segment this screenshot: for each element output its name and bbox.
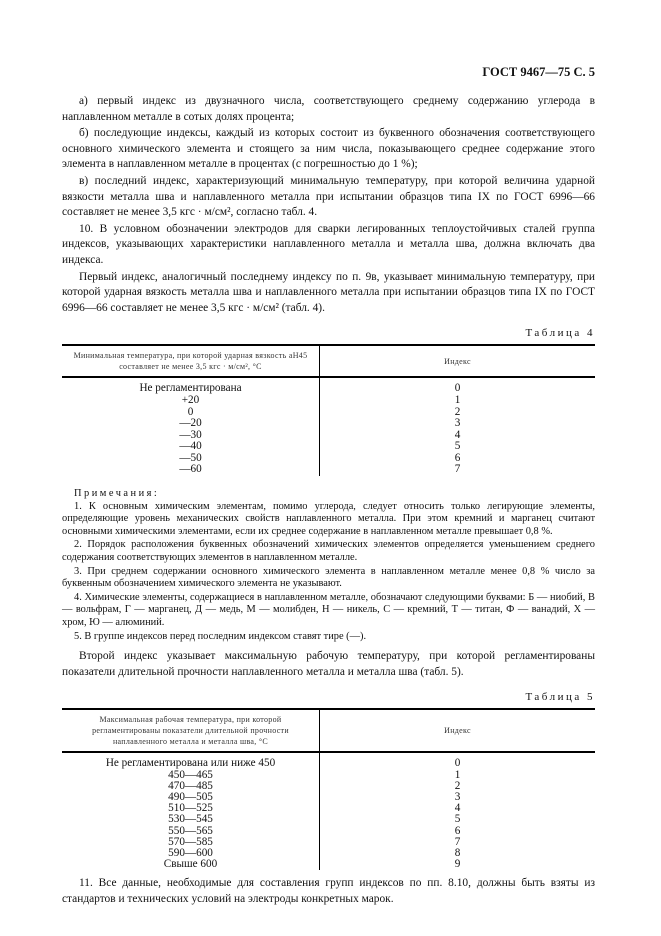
table4-col2-header: Индекс [320, 345, 596, 377]
index-cell: 9 [454, 858, 461, 871]
table5-body [62, 752, 595, 870]
paragraph-10: 10. В условном обозначении электродов для сварки легированных теплоустойчивых сталей группа индексов, указывающих характеристики наплавленного металла и металла шва, должна включать два индекса. [62, 222, 595, 266]
temperature-cell: —60 [62, 464, 320, 476]
index-cell: 7 [454, 835, 461, 848]
table-row [62, 781, 595, 792]
notes-title: Примечания: [74, 488, 160, 500]
temperature-cell: Не регламентирована [62, 377, 320, 395]
table-row [62, 859, 595, 870]
table-row [62, 814, 595, 825]
note-1: 1. К основным химическим элементам, помимо углерода, следует относить только легирующие элементы, определяющие уровень механических свойств наплавленного металла. При этом кремний и марганец считают основными химическими элементами, если их среднее содержание в наплавленном металле превышает 0,8 %. [62, 500, 595, 537]
table5-caption: Таблица 5 [525, 691, 595, 704]
temperature-cell: 530—545 [62, 814, 320, 825]
index-cell: 1 [454, 768, 461, 781]
paragraph-9v: в) последний индекс, характеризующий минимальную температуру, при которой величина ударной вязкости металла шва и наплавленного металла при испытании образцов типа IX по ГОСТ 6996—66 составляет не менее 3,5 кгс · м/см², согласно табл. 4. [62, 174, 595, 219]
temperature-cell: —30 [62, 430, 320, 442]
index-cell: 3 [454, 790, 461, 803]
temperature-cell: —20 [62, 418, 320, 430]
table-row [62, 453, 595, 465]
second-index-block [62, 649, 595, 680]
temperature-cell: 550—565 [62, 826, 320, 837]
note-2: 2. Порядок расположения буквенных обозначений химических элементов определяется уменьшением среднего содержания соответствующих элементов в наплавленном металле. [62, 539, 595, 564]
table-row [62, 407, 595, 419]
page-header: ГОСТ 9467—75 С. 5 [482, 65, 595, 79]
table4-col1-header: Минимальная температура, при которой ударная вязкость aH45 составляет не менее 3,5 кгс · м/см², °С [62, 345, 320, 377]
note-5: 5. В группе индексов перед последним индексом ставят тире (—). [74, 630, 367, 642]
notes [62, 488, 595, 643]
index-cell: 0 [454, 757, 461, 770]
temperature-cell: +20 [62, 395, 320, 407]
table-row [62, 792, 595, 803]
table-row [62, 464, 595, 476]
temperature-cell: 490—505 [62, 792, 320, 803]
index-cell: 2 [454, 405, 461, 418]
table-5 [62, 708, 595, 870]
table-row [62, 430, 595, 442]
table-row [62, 848, 595, 859]
index-cell: 0 [454, 382, 461, 395]
paragraph-11: 11. Все данные, необходимые для составления групп индексов по пп. 8.10, должны быть взяты из стандартов и технических условий на электроды конкретных марок. [62, 877, 595, 905]
temperature-cell: Свыше 600 [62, 859, 320, 870]
note-4: 4. Химические элементы, содержащиеся в наплавленном металле, обозначают следующими буквами: Б — ниобий, В — вольфрам, Г — марганец, Д — медь, М — молибден, Н — никель, С — кремний, Т — титан, Ф — ванадий, Х — хром, Ю — алюминий. [62, 591, 595, 628]
paragraph-11-block [62, 876, 595, 907]
table5-col1-header: Максимальная рабочая температура, при которой регламентированы показатели длительной прочности наплавленного металла и металла шва, °С [62, 709, 320, 752]
table-row [62, 395, 595, 407]
temperature-cell: 510—525 [62, 803, 320, 814]
table-row [62, 752, 595, 769]
note-3: 3. При среднем содержании основного химического элемента в наплавленном металле менее 0,8 % число за буквенным обозначением химического элемента не указывают. [62, 565, 595, 590]
paragraph-first-index: Первый индекс, аналогичный последнему индексу по п. 9в, указывает минимальную температуру, при которой ударная вязкость металла шва и наплавленного металла при испытании образцов типа IX по ГОСТ 6996—66 составляет не менее 3,5 кгс · м/см² (табл. 4). [62, 270, 595, 314]
table-row [62, 441, 595, 453]
index-cell: 2 [454, 779, 461, 792]
table-row [62, 837, 595, 848]
table-4 [62, 344, 595, 476]
index-cell: 5 [454, 813, 461, 826]
table5-col2-header: Индекс [320, 709, 596, 752]
index-cell: 4 [454, 802, 461, 815]
temperature-cell: Не регламентирована или ниже 450 [62, 752, 320, 769]
table-row [62, 377, 595, 395]
index-cell: 6 [454, 824, 461, 837]
temperature-cell: —40 [62, 441, 320, 453]
index-cell: 5 [454, 440, 461, 453]
index-cell: 1 [454, 393, 461, 406]
temperature-cell: 570—585 [62, 837, 320, 848]
table-row [62, 418, 595, 430]
top-paragraphs [62, 94, 595, 316]
paragraph-9b: б) последующие индексы, каждый из которых состоит из буквенного обозначения соответствующего основного химического элемента и стоящего за ним числа, показывающего среднее содержание этого элемента в наплавленном металле в процентах (с погрешностью до 1 %); [62, 127, 595, 171]
table-row [62, 770, 595, 781]
paragraph-second-index: Второй индекс указывает максимальную рабочую температуру, при которой регламентированы показатели длительной прочности наплавленного металла и металла шва (табл. 5). [62, 650, 595, 678]
table-row [62, 826, 595, 837]
index-cell: 3 [454, 417, 461, 430]
index-cell: 4 [454, 428, 461, 441]
table-row [62, 803, 595, 814]
index-cell: 6 [454, 451, 461, 464]
temperature-cell: 450—465 [62, 770, 320, 781]
table4-caption: Таблица 4 [525, 327, 595, 340]
index-cell: 8 [454, 847, 461, 859]
temperature-cell: 590—600 [62, 848, 320, 859]
paragraph-9a: а) первый индекс из двузначного числа, соответствующего среднему содержанию углерода в наплавленном металле в сотых долях процента; [62, 95, 595, 123]
table4-body [62, 377, 595, 476]
temperature-cell: 470—485 [62, 781, 320, 792]
index-cell: 7 [454, 463, 461, 476]
temperature-cell: —50 [62, 453, 320, 465]
temperature-cell: 0 [62, 407, 320, 419]
